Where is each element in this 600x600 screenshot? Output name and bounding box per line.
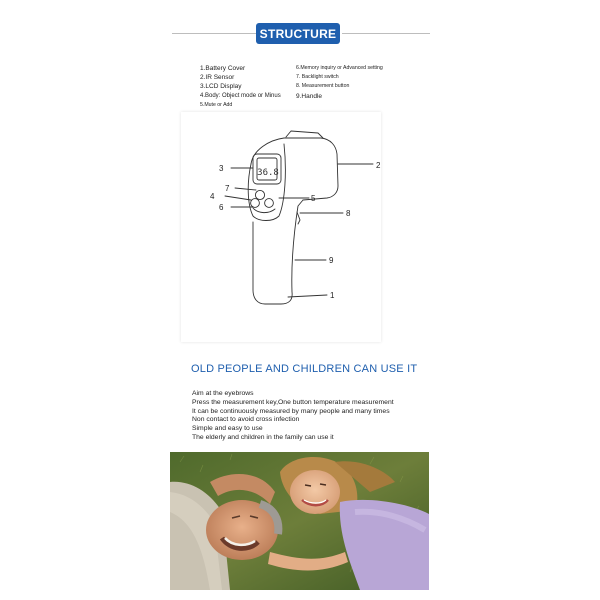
part-item-2: 2.IR Sensor: [200, 74, 235, 82]
part-item-7: 7. Backlight switch: [296, 74, 339, 81]
section-heading: OLD PEOPLE AND CHILDREN CAN USE IT: [191, 363, 418, 375]
feature-item: It can be continuously measured by many people and many times: [192, 407, 390, 415]
button-mode: [251, 199, 260, 208]
part-item-9: 9.Handle: [296, 92, 323, 100]
callout-3: 3: [219, 164, 224, 173]
callout-2: 2: [376, 161, 381, 170]
callout-6: 6: [219, 203, 224, 212]
part-item-5: 5.Mute or Add: [200, 101, 233, 108]
feature-item: Simple and easy to use: [192, 425, 263, 433]
callout-5: 5: [311, 194, 316, 203]
trigger-outline: [297, 212, 300, 224]
structure-title-badge: STRUCTURE: [256, 23, 340, 44]
header-rule-right: [342, 33, 430, 34]
feature-item: The elderly and children in the family can use it: [192, 433, 334, 441]
family-photo: [170, 452, 429, 590]
lcd-reading: 36.8: [257, 168, 279, 178]
part-item-3: 3.LCD Display: [200, 83, 242, 91]
battery-cover-outline: [286, 131, 323, 138]
button-mute: [265, 199, 274, 208]
feature-item: Press the measurement key,One button temperature measurement: [192, 398, 394, 406]
part-item-1: 1.Battery Cover: [200, 65, 246, 72]
callout-7: 7: [225, 184, 230, 193]
part-item-4: 4.Body: Object mode or Minus: [200, 92, 281, 99]
handle-outline: [253, 200, 303, 304]
callout-9: 9: [329, 256, 334, 265]
header-rule-left: [172, 33, 256, 34]
feature-item: Aim at the eyebrows: [192, 390, 254, 397]
feature-item: Non contact to avoid cross infection: [192, 416, 300, 424]
part-item-6: 6.Memory inquiry or Advanced setting: [296, 65, 383, 71]
thermometer-drawing: [181, 112, 381, 342]
family-photo-illustration: [170, 452, 429, 590]
callout-1: 1: [330, 291, 335, 300]
callout-4: 4: [210, 192, 215, 201]
thermometer-diagram: [181, 112, 381, 342]
girl-face: [290, 470, 340, 514]
callout-8: 8: [346, 209, 351, 218]
button-backlight: [255, 190, 264, 199]
parts-list-right: [296, 64, 383, 101]
parts-list-left: [200, 64, 281, 110]
feature-list: [192, 390, 394, 443]
part-item-8: 8. Measurement button: [296, 83, 350, 90]
